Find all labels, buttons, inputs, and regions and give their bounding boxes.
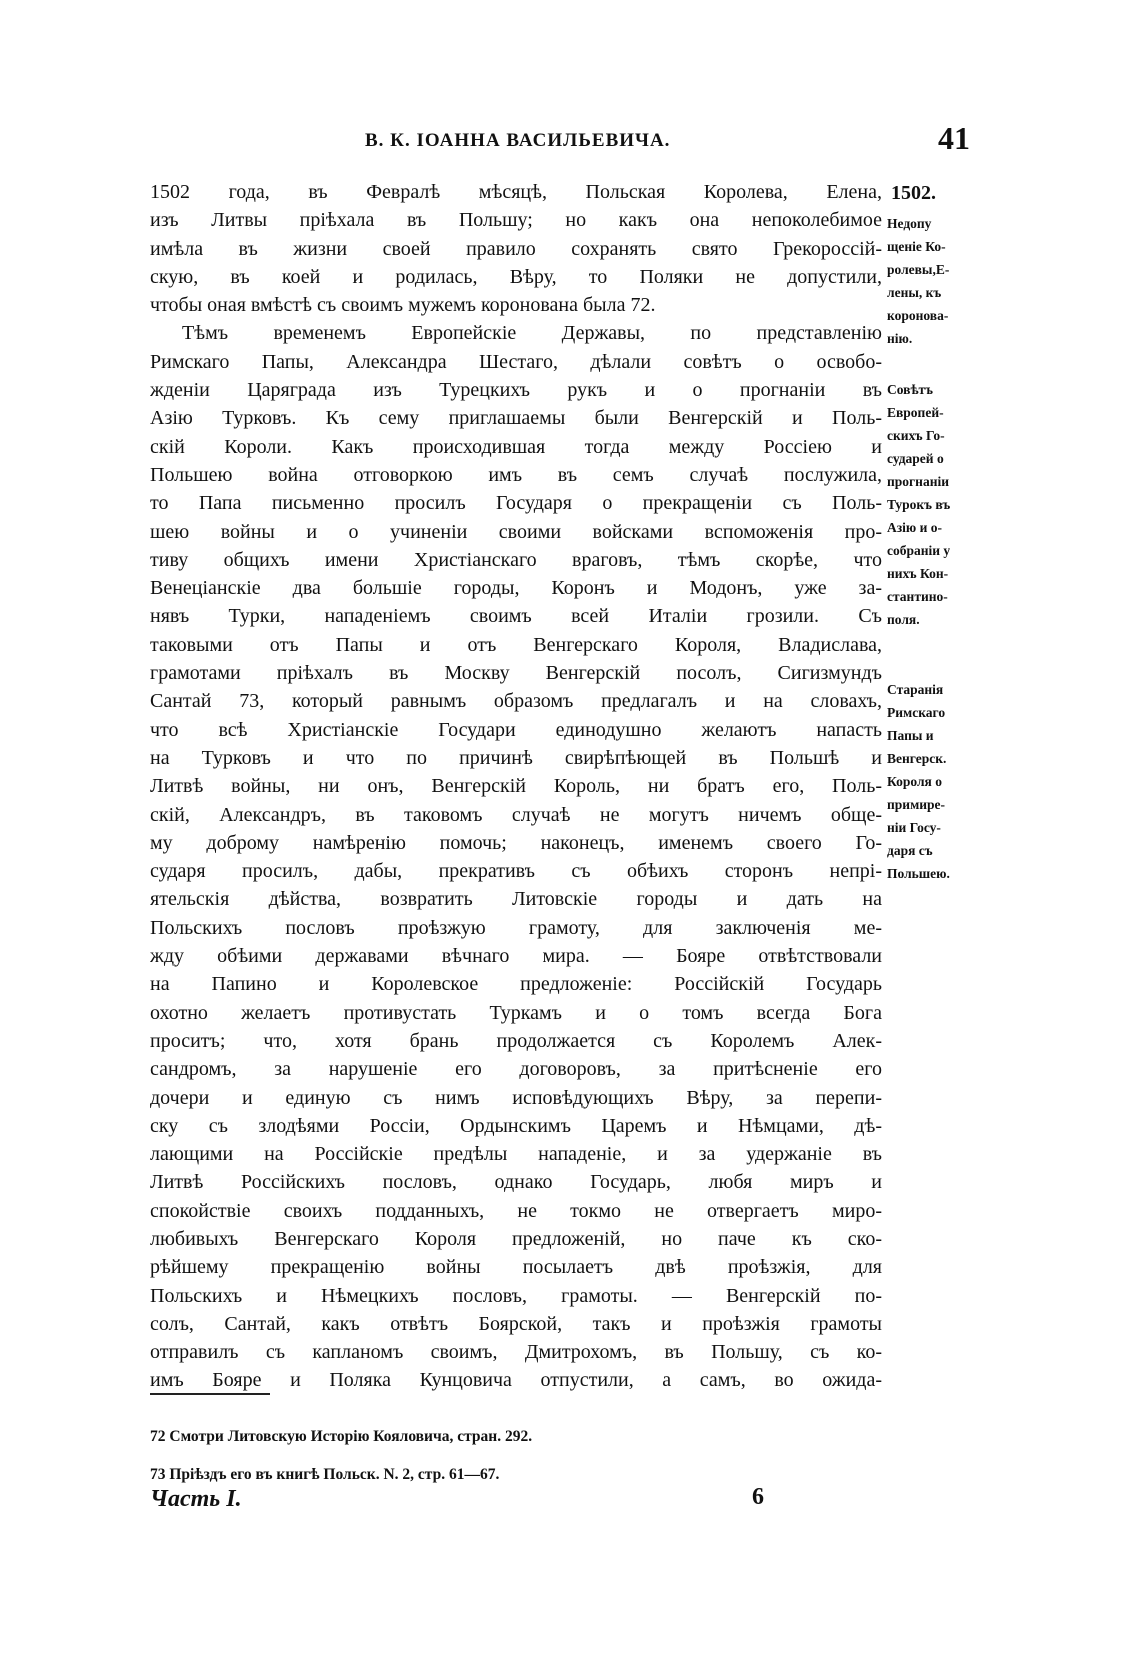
text-line: скій Короли. Какъ происходившая тогда между Россіею и bbox=[150, 435, 882, 458]
text-line: Польскихъ пословъ проѣзжую грамоту, для заключенія ме- bbox=[150, 916, 882, 939]
text-line: изъ Литвы пріѣхала въ Польшу; но какъ она непоколебимое bbox=[150, 209, 882, 232]
margin-line: Старанія bbox=[887, 682, 944, 697]
running-title: В. К. ІОАННА ВАСИЛЬЕВИЧА. bbox=[365, 130, 671, 151]
text-line: охотно желаетъ противустать Туркамъ и о томъ всегда Бога bbox=[150, 1001, 882, 1024]
text-line: спокойствіе своихъ подданныхъ, не токмо не отвергаетъ миро- bbox=[150, 1199, 882, 1222]
text-line: скую, въ коей и родилась, Вѣру, то Поляки не допустили, bbox=[150, 265, 882, 288]
margin-line: Турокъ въ bbox=[887, 497, 951, 512]
text-line: тиву общихъ имени Христіанскаго враговъ, тѣмъ скорѣе, что bbox=[150, 548, 882, 571]
text-line: имъ Бояре и Поляка Кунцовича отпустили, а самъ, во ожида- bbox=[150, 1369, 882, 1392]
signature-sheet: 6 bbox=[752, 1484, 764, 1510]
text-line: шею войны и о учиненіи своими войсками вспоможенія про- bbox=[150, 520, 882, 543]
margin-line: Недопу bbox=[887, 216, 932, 231]
signature-part: Часть I. bbox=[150, 1486, 242, 1512]
margin-line: лены, къ bbox=[887, 285, 942, 300]
footnote: 72 Смотри Литовскую Исторію Кояловича, стран. 292. bbox=[150, 1428, 533, 1445]
margin-year: 1502. bbox=[891, 182, 936, 204]
margin-line: стантино- bbox=[887, 589, 948, 604]
text-line: то Папа письменно просилъ Государя о прекращеніи съ Поль- bbox=[150, 492, 882, 515]
text-line: Сантай 73, который равнымъ образомъ предлагалъ и на словахъ, bbox=[150, 690, 882, 713]
text-line: жду обѣими державами вѣчнаго мира. — Бояре отвѣтствовали bbox=[150, 945, 882, 968]
margin-line: прогнаніи bbox=[887, 474, 950, 489]
margin-line: ролевы,Е- bbox=[887, 262, 950, 277]
text-line: Римскаго Папы, Александра Шестаго, дѣлали совѣтъ о освобо- bbox=[150, 350, 882, 373]
text-line: ску съ злодѣями Россіи, Ордынскимъ Царемъ и Нѣмцами, дѣ- bbox=[150, 1114, 882, 1137]
margin-note-coronation bbox=[887, 212, 983, 350]
margin-line: Венгерск. bbox=[887, 751, 947, 766]
text-line: дочери и единую съ нимъ исповѣдующихъ Вѣру, за перепи- bbox=[150, 1086, 882, 1109]
text-line: Польшею война отговоркою имъ въ семъ случаѣ послужила, bbox=[150, 463, 882, 486]
text-line: имѣла въ жизни своей правило сохранять свято Грекороссій- bbox=[150, 237, 882, 260]
margin-note-council bbox=[887, 378, 983, 631]
text-line: рѣйшему прекращенію войны посылаетъ двѣ проѣзжія, для bbox=[150, 1256, 882, 1279]
text-line: солъ, Сантай, какъ отвѣтъ Боярской, такъ и проѣзжія грамоты bbox=[150, 1312, 882, 1335]
text-line: Тѣмъ временемъ Европейскіе Державы, по представленію bbox=[182, 322, 882, 345]
text-line: грамотами пріѣхалъ въ Москву Венгерскій посолъ, Сигизмундъ bbox=[150, 662, 882, 685]
text-line: лающими на Россійскіе предѣлы нападеніе, и за удержаніе въ bbox=[150, 1143, 882, 1166]
margin-line: Совѣтъ bbox=[887, 382, 934, 397]
margin-line: нію. bbox=[887, 331, 913, 346]
margin-line: ніи Госу- bbox=[887, 820, 941, 835]
margin-line: даря съ bbox=[887, 843, 933, 858]
text-line: му доброму намѣренію помочь; наконецъ, именемъ своего Го- bbox=[150, 831, 882, 854]
footnote-rule bbox=[150, 1393, 270, 1395]
text-line: Литвѣ войны, ни онъ, Венгерскій Король, ни братъ его, Поль- bbox=[150, 775, 882, 798]
text-line: чтобы оная вмѣстѣ съ своимъ мужемъ коронована была 72. bbox=[150, 294, 656, 317]
text-line: нявъ Турки, нападеніемъ своимъ всей Италіи грозили. Съ bbox=[150, 605, 882, 628]
margin-line: нихъ Кон- bbox=[887, 566, 949, 581]
margin-line: Короля о bbox=[887, 774, 942, 789]
running-head bbox=[150, 120, 970, 160]
page-number: 41 bbox=[938, 120, 970, 156]
footnote: 73 Пріѣздъ его въ книгѣ Польск. N. 2, стр. 61—67. bbox=[150, 1466, 500, 1483]
margin-line: поля. bbox=[887, 612, 920, 627]
text-line: любивыхъ Венгерскаго Короля предложеній, но паче къ ско- bbox=[150, 1227, 882, 1250]
margin-line: скихъ Го- bbox=[887, 428, 945, 443]
text-line: проситъ; что, хотя брань продолжается съ Королемъ Алек- bbox=[150, 1029, 882, 1052]
text-line: ятельскія дѣйства, возвратить Литовскіе городы и дать на bbox=[150, 888, 882, 911]
margin-line: примире- bbox=[887, 797, 946, 812]
text-line: сандромъ, за нарушеніе его договоровъ, за притѣсненіе его bbox=[150, 1058, 882, 1081]
margin-line: коронова- bbox=[887, 308, 949, 323]
text-line: жденіи Царяграда изъ Турецкихъ рукъ и о прогнаніи въ bbox=[150, 379, 882, 402]
text-line: 1502 года, въ Февралѣ мѣсяцѣ, Польская Королева, Елена, bbox=[150, 181, 882, 203]
margin-line: сударей о bbox=[887, 451, 944, 466]
footnotes bbox=[150, 1418, 850, 1494]
margin-line: Римскаго bbox=[887, 705, 946, 720]
text-line: отправилъ съ капланомъ своимъ, Дмитрохомъ, въ Польшу, съ ко- bbox=[150, 1341, 882, 1364]
text-line: что всѣ Христіанскіе Государи единодушно желаютъ напасть bbox=[150, 718, 882, 741]
text-line: Азію Турковъ. Къ сему приглашаемы были Венгерскій и Поль- bbox=[150, 407, 882, 430]
text-line: сударя просилъ, дабы, прекративъ съ обѣихъ сторонъ непрі- bbox=[150, 860, 882, 883]
text-line: на Папино и Королевское предложеніе: Россійскій Государь bbox=[150, 973, 882, 996]
margin-line: собраніи у bbox=[887, 543, 951, 558]
margin-line: Папы и bbox=[887, 728, 934, 743]
body-text bbox=[150, 178, 882, 1395]
text-line: Польскихъ и Нѣмецкихъ пословъ, грамоты. — Венгерскій по- bbox=[150, 1284, 882, 1307]
margin-line: щеніе Ко- bbox=[887, 239, 946, 254]
text-line: на Турковъ и что по причинѣ свирѣпѣющей въ Польшѣ и bbox=[150, 746, 882, 769]
margin-line: Польшею. bbox=[887, 866, 950, 881]
text-line: Венеціанскіе два большіе городы, Коронъ и Модонъ, уже за- bbox=[150, 577, 882, 600]
margin-note-mediation bbox=[887, 678, 983, 885]
text-line: таковыми отъ Папы и отъ Венгерскаго Короля, Владислава, bbox=[150, 633, 882, 656]
margin-line: Азію и о- bbox=[887, 520, 943, 535]
text-line: скій, Александръ, въ таковомъ случаѣ не могутъ ничемъ обще- bbox=[150, 803, 882, 826]
text-line: Литвѣ Россійскихъ пословъ, однако Государь, любя миръ и bbox=[150, 1171, 882, 1194]
margin-line: Европей- bbox=[887, 405, 944, 420]
